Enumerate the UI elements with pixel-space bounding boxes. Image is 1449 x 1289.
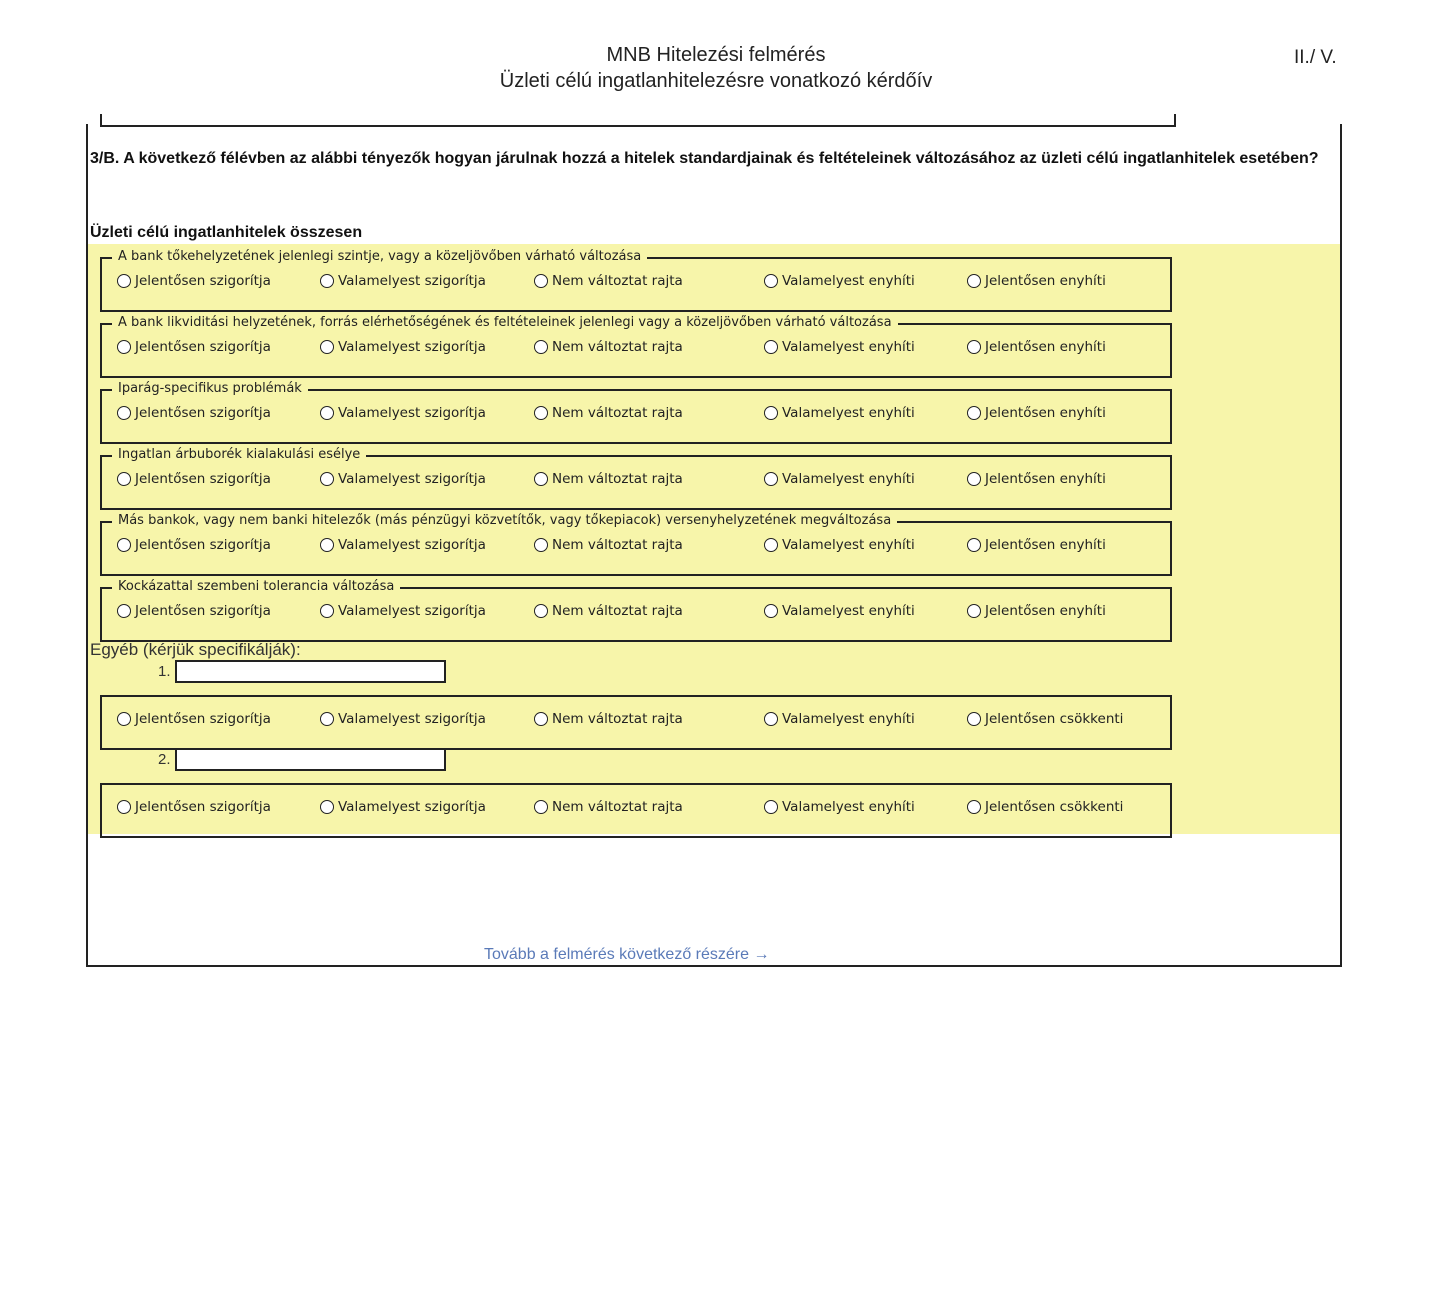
radio-circle-icon[interactable]: [117, 472, 131, 486]
option-label: Nem változtat rajta: [552, 537, 683, 553]
radio-circle-icon[interactable]: [117, 406, 131, 420]
factor-legend: Iparág-specifikus problémák: [112, 381, 308, 397]
option-radio[interactable]: [534, 339, 683, 355]
option-label: Valamelyest szigorítja: [338, 711, 486, 727]
option-label: Valamelyest szigorítja: [338, 799, 486, 815]
option-label: Valamelyest enyhíti: [782, 405, 915, 421]
radio-circle-icon[interactable]: [320, 604, 334, 618]
radio-circle-icon[interactable]: [117, 538, 131, 552]
radio-circle-icon[interactable]: [534, 472, 548, 486]
next-section-link[interactable]: Tovább a felmérés következő részére →: [484, 946, 770, 963]
radio-circle-icon[interactable]: [534, 712, 548, 726]
other-label: Egyéb (kérjük specifikálják):: [90, 640, 301, 659]
radio-circle-icon[interactable]: [117, 712, 131, 726]
option-radio[interactable]: [967, 537, 1106, 553]
radio-circle-icon[interactable]: [764, 712, 778, 726]
option-radio[interactable]: [967, 339, 1106, 355]
page-title: MNB Hitelezési felmérés: [606, 44, 826, 66]
option-radio[interactable]: [534, 273, 683, 289]
radio-circle-icon[interactable]: [967, 712, 981, 726]
radio-circle-icon[interactable]: [320, 340, 334, 354]
factor-group: [100, 249, 1172, 312]
radio-circle-icon[interactable]: [534, 340, 548, 354]
radio-circle-icon[interactable]: [764, 604, 778, 618]
radio-circle-icon[interactable]: [764, 472, 778, 486]
section-title: Üzleti célú ingatlanhitelek összesen: [90, 224, 363, 241]
option-radio[interactable]: [967, 273, 1106, 289]
radio-circle-icon[interactable]: [967, 800, 981, 814]
radio-circle-icon[interactable]: [534, 604, 548, 618]
radio-circle-icon[interactable]: [764, 800, 778, 814]
option-label: Valamelyest szigorítja: [338, 537, 486, 553]
factor-group: [100, 513, 1172, 576]
option-radio[interactable]: [764, 339, 915, 355]
radio-circle-icon[interactable]: [117, 800, 131, 814]
option-radio[interactable]: [764, 603, 915, 619]
option-radio[interactable]: [320, 273, 486, 289]
option-label: Jelentősen szigorítja: [135, 273, 271, 289]
option-radio[interactable]: [320, 603, 486, 619]
option-label: Nem változtat rajta: [552, 603, 683, 619]
option-label: Valamelyest szigorítja: [338, 603, 486, 619]
other-group-2: [100, 783, 1172, 838]
option-radio[interactable]: [967, 799, 1123, 815]
option-label: Nem változtat rajta: [552, 405, 683, 421]
radio-circle-icon[interactable]: [967, 274, 981, 288]
radio-circle-icon[interactable]: [320, 274, 334, 288]
option-label: Valamelyest enyhíti: [782, 273, 915, 289]
option-label: Nem változtat rajta: [552, 799, 683, 815]
option-radio[interactable]: [534, 799, 683, 815]
option-radio[interactable]: [117, 339, 271, 355]
option-label: Nem változtat rajta: [552, 339, 683, 355]
option-radio[interactable]: [534, 537, 683, 553]
page-subtitle: Üzleti célú ingatlanhitelezésre vonatkozó kérdőív: [499, 70, 933, 92]
option-radio[interactable]: [764, 537, 915, 553]
option-label: Valamelyest enyhíti: [782, 799, 915, 815]
option-radio[interactable]: [534, 603, 683, 619]
factor-legend: Más bankok, vagy nem banki hitelezők (más pénzügyi közvetítők, vagy tőkepiacok) versenyhelyzetének megváltozása: [112, 513, 897, 529]
option-label: Jelentősen enyhíti: [985, 471, 1106, 487]
option-radio[interactable]: [967, 603, 1106, 619]
option-label: Jelentősen szigorítja: [135, 537, 271, 553]
option-label: Jelentősen szigorítja: [135, 799, 271, 815]
option-radio[interactable]: [764, 471, 915, 487]
option-label: Jelentősen csökkenti: [985, 799, 1124, 815]
option-label: Jelentősen enyhíti: [985, 339, 1106, 355]
factor-group: [100, 381, 1172, 444]
option-label: Valamelyest enyhíti: [782, 537, 915, 553]
option-radio[interactable]: [117, 537, 271, 553]
radio-circle-icon[interactable]: [320, 538, 334, 552]
radio-circle-icon[interactable]: [967, 340, 981, 354]
option-label: Jelentősen enyhíti: [985, 537, 1106, 553]
option-label: Nem változtat rajta: [552, 471, 683, 487]
radio-circle-icon[interactable]: [320, 800, 334, 814]
radio-circle-icon[interactable]: [967, 406, 981, 420]
other-input-1[interactable]: [175, 660, 446, 683]
factor-legend: A bank likviditási helyzetének, forrás elérhetőségének és feltételeinek jelenlegi vagy a közeljövőben várható változása: [112, 315, 898, 331]
option-label: Valamelyest enyhíti: [782, 339, 915, 355]
option-label: Valamelyest enyhíti: [782, 711, 915, 727]
option-label: Valamelyest enyhíti: [782, 471, 915, 487]
radio-circle-icon[interactable]: [320, 406, 334, 420]
factor-legend: Ingatlan árbuborék kialakulási esélye: [112, 447, 366, 463]
radio-circle-icon[interactable]: [764, 340, 778, 354]
option-radio[interactable]: [967, 471, 1106, 487]
option-label: Jelentősen enyhíti: [985, 273, 1106, 289]
radio-circle-icon[interactable]: [764, 406, 778, 420]
option-radio[interactable]: [320, 711, 486, 727]
radio-circle-icon[interactable]: [967, 604, 981, 618]
option-radio[interactable]: [320, 799, 486, 815]
option-radio[interactable]: [117, 471, 271, 487]
other-item-number: 1.: [158, 663, 171, 680]
option-label: Jelentősen szigorítja: [135, 711, 271, 727]
option-radio[interactable]: [117, 405, 271, 421]
option-radio[interactable]: [534, 471, 683, 487]
radio-circle-icon[interactable]: [534, 274, 548, 288]
option-radio[interactable]: [764, 799, 915, 815]
option-radio[interactable]: [534, 711, 683, 727]
option-label: Valamelyest szigorítja: [338, 405, 486, 421]
radio-circle-icon[interactable]: [117, 340, 131, 354]
factor-group: [100, 447, 1172, 510]
option-radio[interactable]: [967, 711, 1123, 727]
radio-circle-icon[interactable]: [967, 472, 981, 486]
option-radio[interactable]: [320, 405, 486, 421]
option-radio[interactable]: [117, 603, 271, 619]
radio-circle-icon[interactable]: [534, 800, 548, 814]
factor-legend: Kockázattal szembeni tolerancia változása: [112, 579, 400, 595]
option-radio[interactable]: [967, 405, 1106, 421]
radio-circle-icon[interactable]: [117, 604, 131, 618]
factor-group: [100, 579, 1172, 642]
option-label: Jelentősen szigorítja: [135, 471, 271, 487]
option-label: Jelentősen szigorítja: [135, 603, 271, 619]
option-label: Valamelyest szigorítja: [338, 339, 486, 355]
option-label: Nem változtat rajta: [552, 711, 683, 727]
other-item-number: 2.: [158, 751, 171, 768]
option-radio[interactable]: [764, 405, 915, 421]
factor-legend: A bank tőkehelyzetének jelenlegi szintje, vagy a közeljövőben várható változása: [112, 249, 647, 265]
option-radio[interactable]: [764, 711, 915, 727]
radio-circle-icon[interactable]: [534, 406, 548, 420]
radio-circle-icon[interactable]: [320, 472, 334, 486]
option-label: Jelentősen szigorítja: [135, 405, 271, 421]
option-label: Valamelyest szigorítja: [338, 471, 486, 487]
option-radio[interactable]: [534, 405, 683, 421]
page-number: II./ V.: [1294, 47, 1337, 68]
option-radio[interactable]: [320, 537, 486, 553]
option-radio[interactable]: [117, 799, 271, 815]
option-label: Jelentősen enyhíti: [985, 405, 1106, 421]
option-radio[interactable]: [117, 711, 271, 727]
option-radio[interactable]: [320, 471, 486, 487]
option-radio[interactable]: [320, 339, 486, 355]
factor-group: [100, 315, 1172, 378]
option-label: Jelentősen enyhíti: [985, 603, 1106, 619]
radio-circle-icon[interactable]: [117, 274, 131, 288]
option-radio[interactable]: [117, 273, 271, 289]
radio-circle-icon[interactable]: [534, 538, 548, 552]
radio-circle-icon[interactable]: [764, 274, 778, 288]
option-label: Nem változtat rajta: [552, 273, 683, 289]
other-input-2[interactable]: [175, 748, 446, 771]
option-label: Jelentősen csökkenti: [985, 711, 1124, 727]
radio-circle-icon[interactable]: [764, 538, 778, 552]
option-label: Valamelyest szigorítja: [338, 273, 486, 289]
radio-circle-icon[interactable]: [320, 712, 334, 726]
option-radio[interactable]: [764, 273, 915, 289]
question-text: 3/B. A következő félévben az alábbi tényezők hogyan járulnak hozzá a hitelek standardjainak és feltételeinek változásához az üzleti célú ingatlanhitelek esetében?: [90, 150, 1319, 167]
radio-circle-icon[interactable]: [967, 538, 981, 552]
option-label: Valamelyest enyhíti: [782, 603, 915, 619]
option-label: Jelentősen szigorítja: [135, 339, 271, 355]
other-group-1: [100, 695, 1172, 750]
